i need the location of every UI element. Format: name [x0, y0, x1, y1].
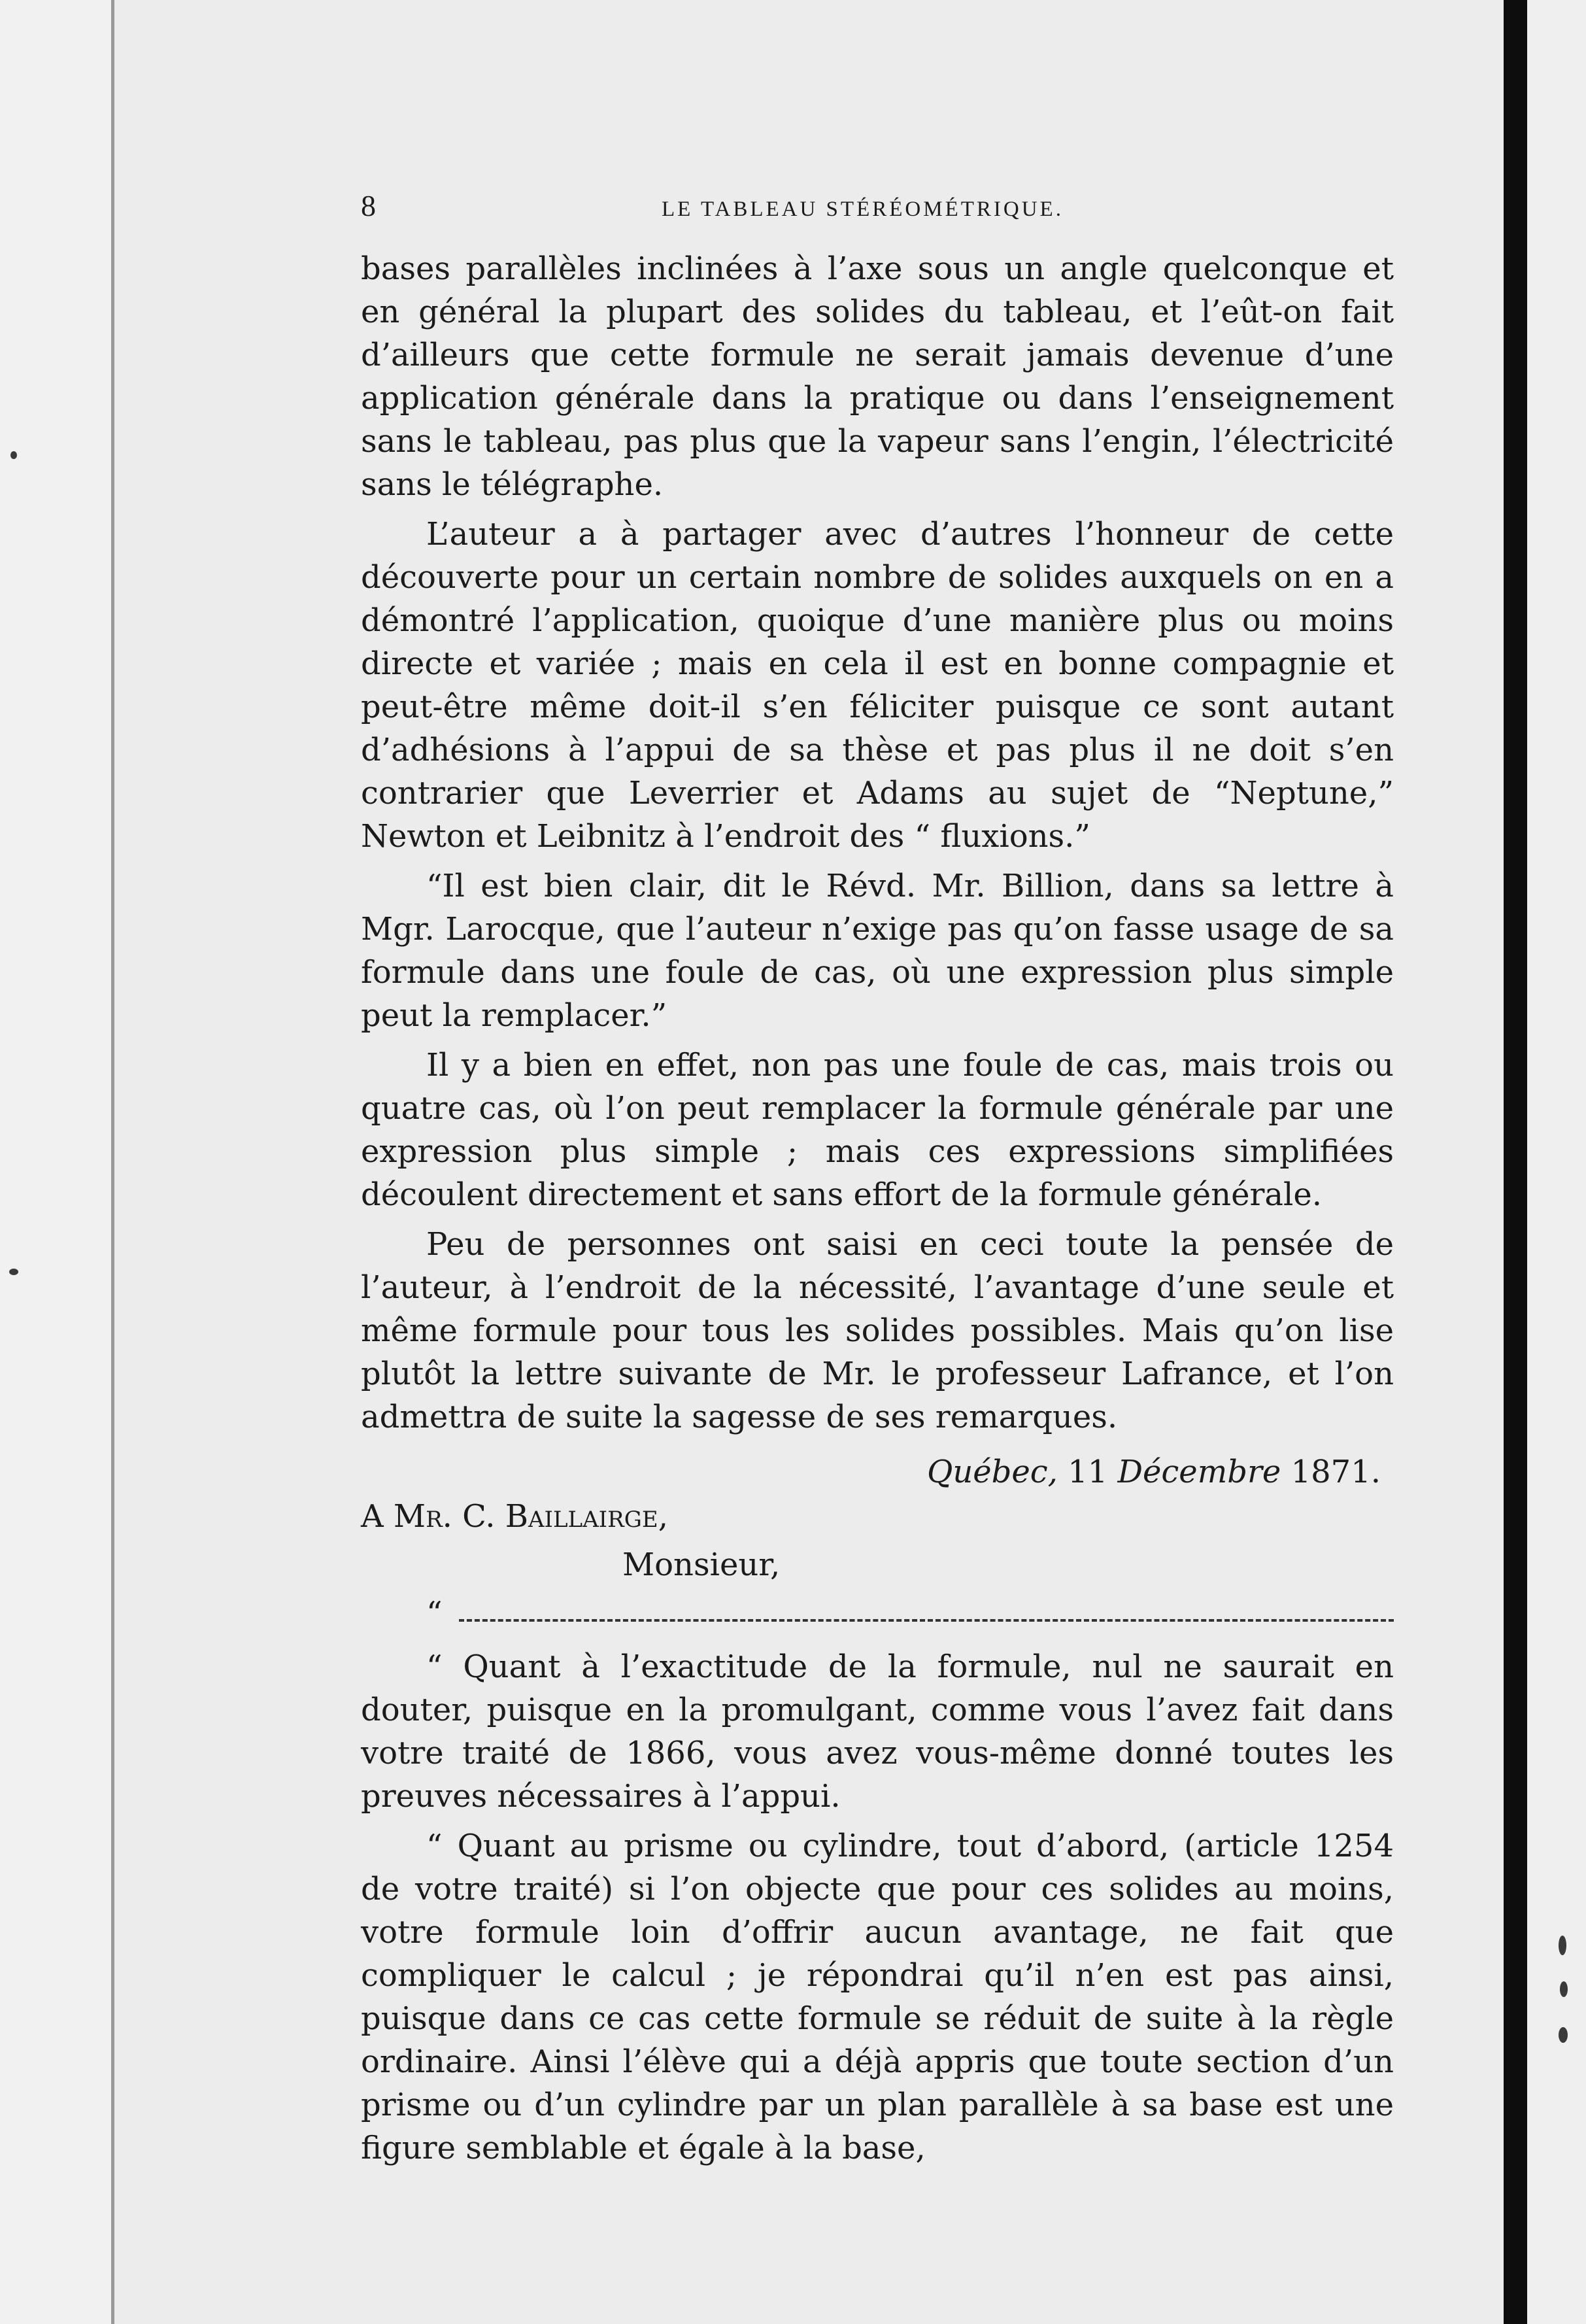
paragraph: L’auteur a à partager avec d’autres l’honneur de cette découverte pour un certain nombre de solides auxquels on en a démontré l’application, quoique d’une manière plus ou moins directe et variée ; mais en cela il est en bonne compagnie et peut-être même doit-il s’en féliciter puisque ce sont autant d’adhésions à l’appui de sa thèse et pas plus il ne doit s’en contrarier que Leverrier et Adams au sujet de “Neptune,” Newton et Leibnitz à l’endroit des “ fluxions.” [361, 516, 1394, 855]
letter-paragraph: “ Quant à l’exactitude de la formule, nul ne saurait en douter, puisque en la promulgant, comme vous l’avez fait dans votre traité de 1866, vous avez vous-même donné toutes les preuves nécessaires à l’appui. [361, 1649, 1394, 1815]
scan-speck [9, 1269, 18, 1275]
page-number: 8 [361, 189, 376, 222]
omission-line [361, 1592, 1394, 1639]
scan-speck [1559, 1936, 1566, 1955]
scan-right-margin [1527, 0, 1586, 2324]
letter-date-day: 11 [1068, 1454, 1108, 1490]
paragraph: bases parallèles inclinées à l’axe sous un angle quelconque et en général la plupart des solides du tableau, et l’eût-on fait d’ailleurs que cette formule ne serait jamais devenue d’une application générale dans la pratique ou dans l’enseignement sans le tableau, pas plus que la vapeur sans l’engin, l’électricité sans le télégraphe. [361, 250, 1394, 503]
scan-speck [1559, 2027, 1568, 2043]
scan-left-margin [0, 0, 111, 2324]
letter-date-year: 1871. [1291, 1454, 1381, 1490]
letter-date [361, 1450, 1394, 1494]
scan-speck [1560, 1981, 1568, 1997]
paragraph: “Il est bien clair, dit le Révd. Mr. Billion, dans sa lettre à Mgr. Larocque, que l’auteur n’exige pas qu’on fasse usage de sa formule dans une foule de cas, où une expression plus simple peut la remplacer.” [361, 868, 1394, 1034]
page-gutter-shadow [1504, 0, 1527, 2324]
page-content [361, 188, 1394, 2170]
omission-dashes [459, 1619, 1394, 1622]
letter-salutation: Monsieur, [622, 1546, 781, 1583]
letter-addressee: A Mr. C. Baillairge, [361, 1498, 668, 1535]
scan-speck [10, 451, 17, 459]
page-header [361, 188, 1394, 247]
paragraph: Il y a bien en effet, non pas une foule de cas, mais trois ou quatre cas, où l’on peut remplacer la formule générale par une expression plus simple ; mais ces expressions simplifiées découlent directement et sans effort de la formule générale. [361, 1047, 1394, 1213]
paragraph: Peu de personnes ont saisi en ceci toute la pensée de l’auteur, à l’endroit de la nécessité, l’avantage d’une seule et même formule pour tous les solides possibles. Mais qu’on lise plutôt la lettre suivante de Mr. le professeur Lafrance, et l’on admettra de suite la sagesse de ses remarques. [361, 1226, 1394, 1435]
letter-date-month: Décembre [1117, 1454, 1281, 1490]
omission-quote-mark: “ [426, 1595, 443, 1632]
letter-paragraph: “ Quant au prisme ou cylindre, tout d’abord, (article 1254 de votre traité) si l’on objecte que pour ces solides au moins, votre formule loin d’offrir aucun avantage, ne fait que compliquer le calcul ; je répondrai qu’il n’en est pas ainsi, puisque dans ce cas cette formule se réduit de suite à la règle ordinaire. Ainsi l’élève qui a déjà appris que toute section d’un prisme ou d’un cylindre par un plan parallèle à sa base est une figure semblable et égale à la base, [361, 1828, 1394, 2166]
letter-date-place: Québec, [926, 1454, 1058, 1490]
running-title: LE TABLEAU STÉRÉOMÉTRIQUE. [662, 197, 1064, 221]
